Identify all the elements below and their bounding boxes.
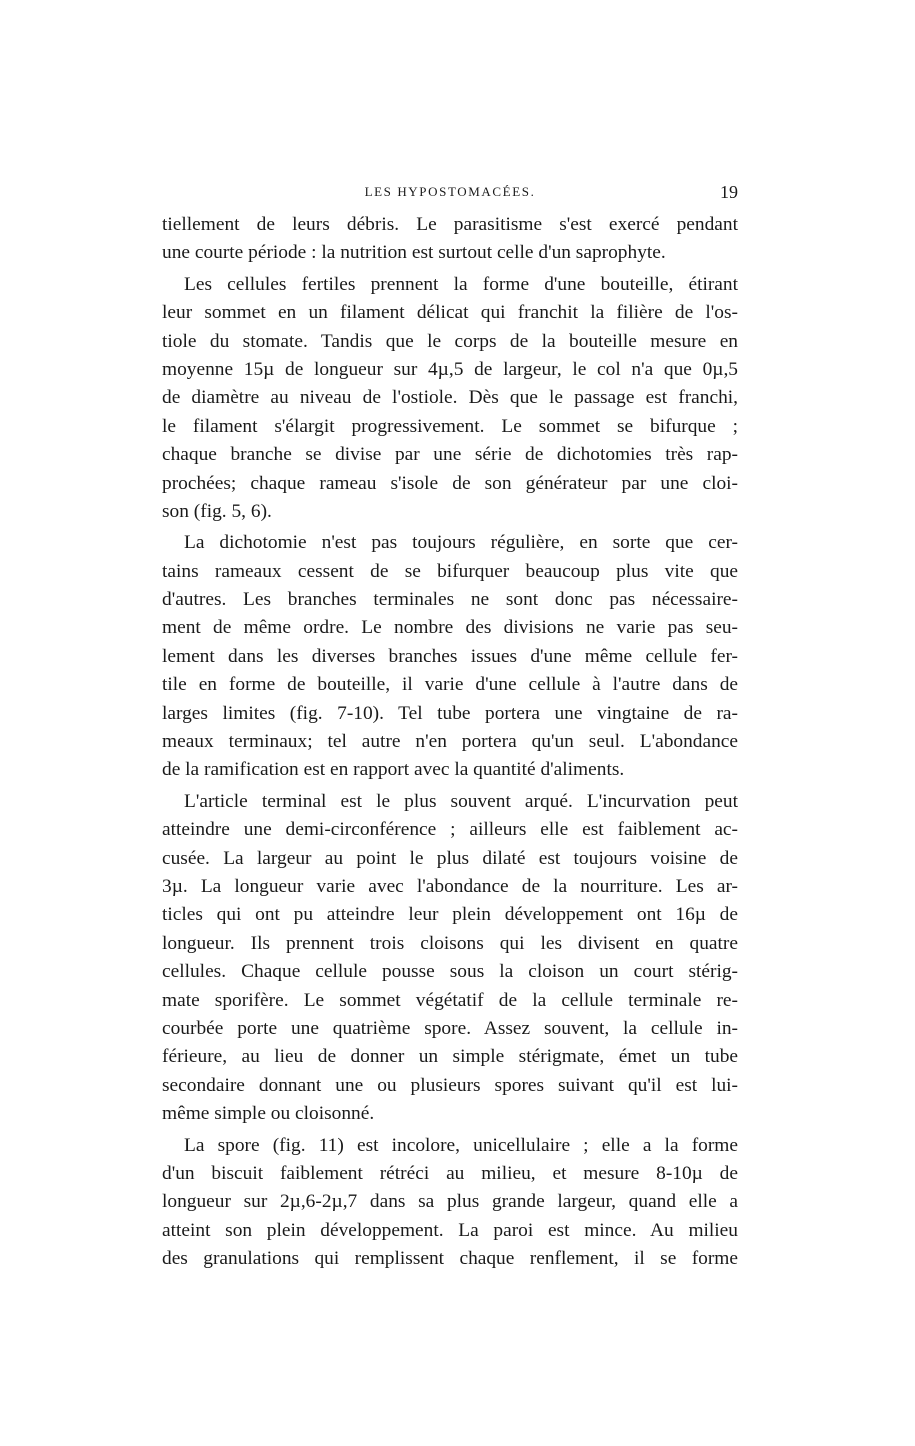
text-line: cellules. Chaque cellule pousse sous la cloison un court stérig- <box>162 961 738 983</box>
text-line: cusée. La largeur au point le plus dilaté est toujours voisine de <box>162 847 738 869</box>
text-line: La spore (fig. 11) est incolore, unicellulaire ; elle a la forme <box>184 1134 738 1156</box>
paragraph <box>162 1132 738 1274</box>
text-line: longueur. Ils prennent trois cloisons qui les divisent en quatre <box>162 932 738 954</box>
running-title: LES HYPOSTOMACÉES. <box>364 184 536 199</box>
text-line: son (fig. 5, 6). <box>162 500 272 522</box>
text-line: La dichotomie n'est pas toujours régulière, en sorte que cer- <box>184 532 738 554</box>
text-line: larges limites (fig. 7-10). Tel tube portera une vingtaine de ra- <box>162 702 738 724</box>
paragraph <box>162 211 738 268</box>
page-number: 19 <box>720 182 738 202</box>
text-line: de diamètre au niveau de l'ostiole. Dès que le passage est franchi, <box>162 387 738 409</box>
text-line: moyenne 15µ de longueur sur 4µ,5 de largeur, le col n'a que 0µ,5 <box>162 358 738 380</box>
text-line: tiole du stomate. Tandis que le corps de la bouteille mesure en <box>162 330 738 352</box>
body-text <box>162 211 738 1273</box>
text-line: tile en forme de bouteille, il varie d'une cellule à l'autre dans de <box>162 674 738 696</box>
text-line: prochées; chaque rameau s'isole de son générateur par une cloi- <box>162 472 738 494</box>
text-line: des granulations qui remplissent chaque renflement, il se forme <box>162 1248 738 1270</box>
text-line: secondaire donnant une ou plusieurs spores suivant qu'il est lui- <box>162 1074 738 1096</box>
text-line: férieure, au lieu de donner un simple stérigmate, émet un tube <box>162 1046 738 1068</box>
text-line: atteindre une demi-circonférence ; ailleurs elle est faiblement ac- <box>162 819 738 841</box>
text-line: même simple ou cloisonné. <box>162 1103 375 1125</box>
text-line: de la ramification est en rapport avec la quantité d'aliments. <box>162 759 625 781</box>
text-line: courbée porte une quatrième spore. Assez souvent, la cellule in- <box>162 1017 738 1039</box>
text-line: le filament s'élargit progressivement. Le sommet se bifurque ; <box>162 415 738 437</box>
paragraph <box>162 788 738 1129</box>
text-line: une courte période : la nutrition est surtout celle d'un saprophyte. <box>162 242 666 264</box>
text-line: L'article terminal est le plus souvent arqué. L'incurvation peut <box>184 790 738 812</box>
text-line: d'autres. Les branches terminales ne sont donc pas nécessaire- <box>162 589 738 611</box>
text-line: tiellement de leurs débris. Le parasitisme s'est exercé pendant <box>162 214 738 235</box>
text-line: ticles qui ont pu atteindre leur plein développement ont 16µ de <box>162 904 738 926</box>
running-head <box>162 180 738 204</box>
text-line: atteint son plein développement. La paroi est mince. Au milieu <box>162 1219 738 1241</box>
text-line: d'un biscuit faiblement rétréci au milieu, et mesure 8-10µ de <box>162 1162 738 1184</box>
text-line: leur sommet en un filament délicat qui franchit la filière de l'os- <box>162 302 738 324</box>
text-line: 3µ. La longueur varie avec l'abondance de la nourriture. Les ar- <box>162 875 738 897</box>
text-line: ment de même ordre. Le nombre des divisions ne varie pas seu- <box>162 617 738 639</box>
text-line: tains rameaux cessent de se bifurquer beaucoup plus vite que <box>162 560 738 582</box>
text-line: chaque branche se divise par une série de dichotomies très rap- <box>162 444 738 466</box>
text-line: mate sporifère. Le sommet végétatif de la cellule terminale re- <box>162 989 738 1011</box>
text-line: lement dans les diverses branches issues d'une même cellule fer- <box>162 645 738 667</box>
text-line: Les cellules fertiles prennent la forme d'une bouteille, étirant <box>184 273 738 295</box>
paragraph <box>162 529 738 785</box>
paragraph <box>162 271 738 527</box>
text-line: longueur sur 2µ,6-2µ,7 dans sa plus grande largeur, quand elle a <box>162 1191 738 1213</box>
text-line: meaux terminaux; tel autre n'en portera qu'un seul. L'abondance <box>162 731 738 753</box>
